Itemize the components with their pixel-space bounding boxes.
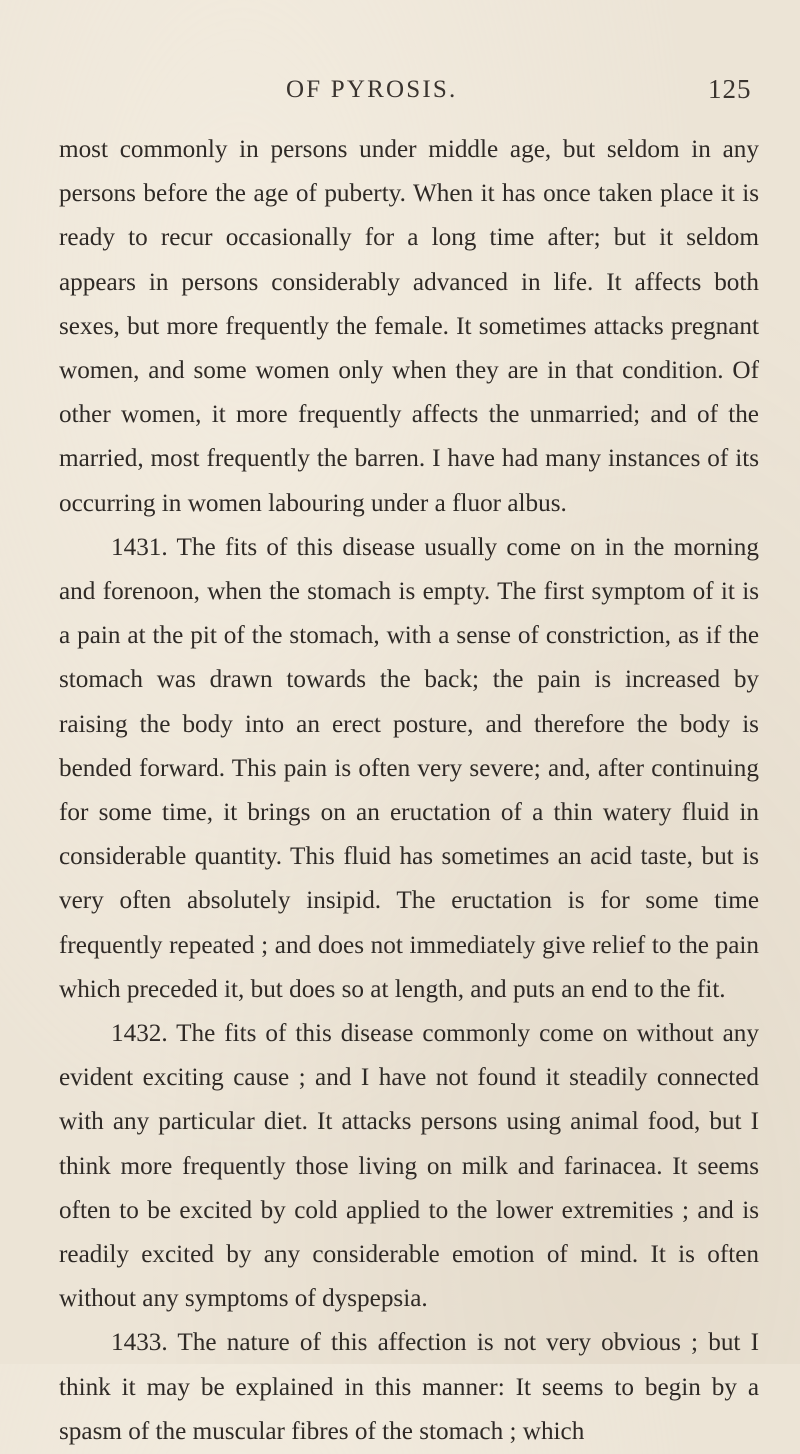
paragraph-1433: 1433. The nature of this affection is not very obvious ; but I think it may be explained in this manner: It seems to begin by a spasm of the muscular fibres of the stomach ; which <box>59 1329 759 1445</box>
running-title: OF PYROSIS. <box>286 76 458 103</box>
body-text <box>59 128 759 1454</box>
paragraph-continued: most commonly in persons under middle age, but seldom in any persons before the age of puberty. When it has once taken place it is ready to recur occasionally for a long time after; but it seldom appears in persons considerably advanced in life. It affects both sexes, but more frequently the female. It sometimes attacks pregnant women, and some women only when they are in that condition. Of other women, it more frequently affects the unmarried; and of the married, most frequently the barren. I have had many instances of its occurring in women labouring under a fluor albus. <box>59 136 759 517</box>
paragraph-1431: 1431. The fits of this disease usually come on in the morning and forenoon, when the stomach is empty. The first symptom of it is a pain at the pit of the stomach, with a sense of constriction, as if the stomach was drawn towards the back; the pain is increased by raising the body into an erect posture, and therefore the body is bended forward. This pain is often very severe; and, after continuing for some time, it brings on an eructation of a thin watery fluid in considerable quantity. This fluid has sometimes an acid taste, but is very often absolutely insipid. The eructation is for some time frequently repeated ; and does not immediately give relief to the pain which preceded it, but does so at length, and puts an end to the fit. <box>59 533 759 1003</box>
paragraph-1432: 1432. The fits of this disease commonly come on without any evident exciting cause ; and I have not found it steadily connected with any particular diet. It attacks persons using animal food, but I think more frequently those living on milk and farinacea. It seems often to be excited by cold applied to the lower extremities ; and is readily excited by any considerable emotion of mind. It is often without any symptoms of dyspepsia. <box>59 1020 759 1313</box>
page-number: 125 <box>708 74 752 104</box>
running-head <box>0 76 800 112</box>
